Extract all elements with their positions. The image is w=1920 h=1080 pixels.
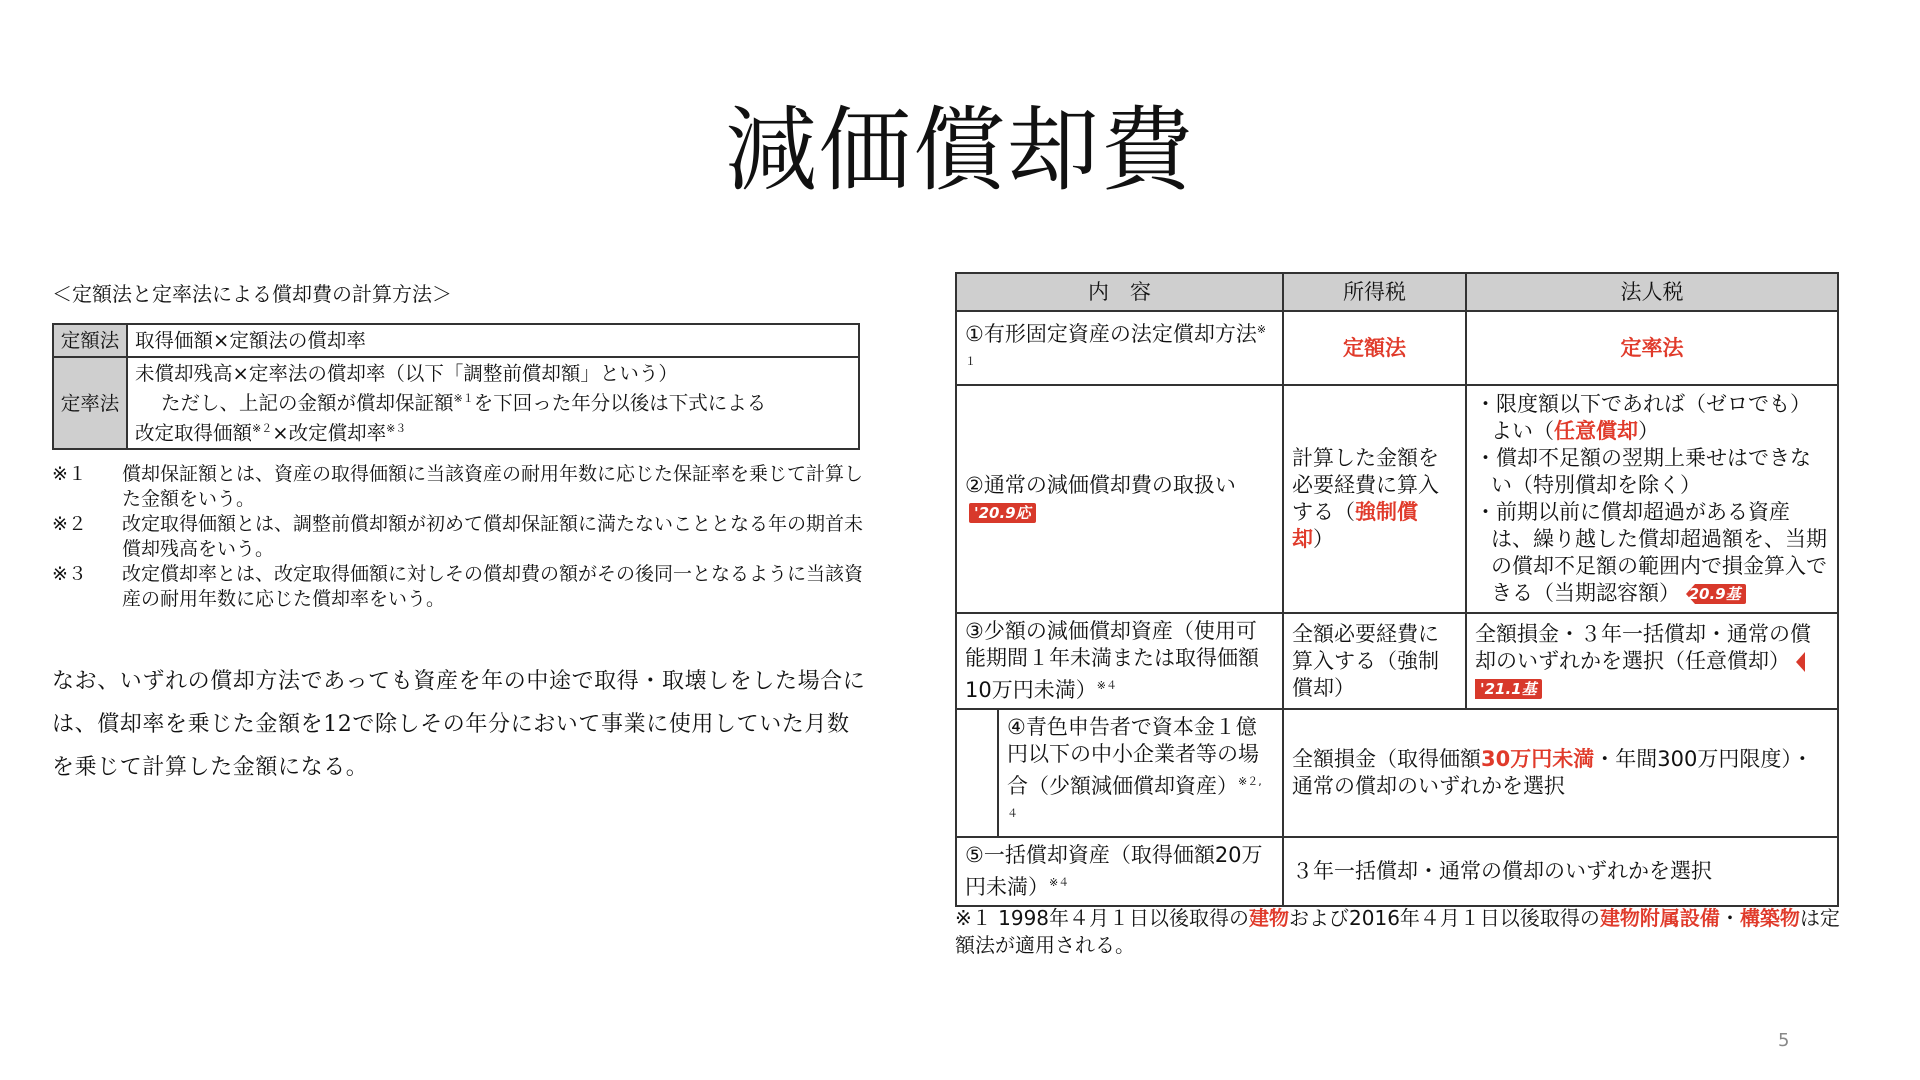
cell-text: 全額損金・３年一括償却・通常の償却のいずれかを選択（任意償却） — [1475, 621, 1811, 673]
footnote-ref: ※２ — [252, 421, 273, 435]
footnote — [52, 512, 864, 562]
row-content — [956, 311, 1283, 385]
combined-treatment: ３年一括償却・通常の償却のいずれかを選択 — [1283, 837, 1838, 906]
footnote-ref: ※１ — [965, 323, 1267, 368]
cell-text: ③少額の減価償却資産（使用可能期間１年未満または取得価額10万円未満） — [965, 619, 1259, 702]
calc-method-heading: ＜定額法と定率法による償却費の計算方法＞ — [52, 282, 452, 306]
footnote-ref: ※１ — [453, 392, 474, 405]
table-row — [956, 311, 1838, 385]
slide-title: 減価償却費 — [724, 97, 1195, 204]
exam-badge-label: '20.9基 — [1695, 584, 1746, 604]
highlight-text: 任意償却 — [1554, 419, 1638, 443]
footnote-text: ・ — [1719, 906, 1740, 930]
row-content — [956, 837, 1283, 906]
cell-text: ①有形固定資産の法定償却方法 — [965, 322, 1257, 346]
header-income-tax: 所得税 — [1283, 273, 1466, 311]
table-row — [956, 837, 1838, 906]
formula-text: ×改定償却率 — [272, 421, 387, 444]
footnote-mark: ※２ — [52, 513, 87, 535]
formula-line — [135, 386, 851, 416]
footnote-text: 改定償却率とは、改定取得価額に対しその償却費の額がその後同一となるように当該資産の耐用年数に応じた償却率をいう。 — [122, 563, 864, 610]
header-corporate-tax: 法人税 — [1466, 273, 1838, 311]
exam-badge — [1680, 581, 1746, 605]
footnote-ref: ※４ — [1049, 876, 1070, 889]
footnote-mark: ※３ — [52, 563, 87, 585]
formula-text: 改定取得価額 — [135, 421, 253, 444]
corporate-tax-treatment — [1466, 613, 1838, 709]
cell-text: ・限度額以下であれば（ゼロでも）よい（ — [1475, 392, 1811, 443]
footnote-text: 改定取得価額とは、調整前償却額が初めて償却保証額に満たないこととなる年の期首未償却残高をいう。 — [122, 513, 864, 560]
highlight-text: 強制償却 — [1292, 500, 1418, 551]
bullet-item — [1475, 391, 1829, 445]
formula-line — [135, 416, 851, 446]
table-row — [956, 613, 1838, 709]
row-label-declining-balance: 定率法 — [53, 357, 127, 449]
footnote-mark: ※１ — [955, 906, 992, 930]
exam-badge: '20.9応 — [969, 503, 1036, 523]
cell-text: ） — [1638, 419, 1659, 443]
income-tax-treatment: 全額必要経費に算入する（強制償却） — [1283, 613, 1466, 709]
footnote-ref: ※３ — [386, 421, 407, 435]
footnotes — [52, 462, 864, 612]
cell-text: ⑤一括償却資産（取得価額20万円未満） — [965, 843, 1263, 899]
highlight-text: 30万円未満 — [1481, 747, 1595, 771]
footnote-text: および2016年４月１日以後取得の — [1289, 906, 1600, 930]
income-tax-method: 定額法 — [1283, 311, 1466, 385]
table-row — [53, 357, 859, 449]
corporate-tax-method: 定率法 — [1466, 311, 1838, 385]
declining-balance-formula — [127, 357, 859, 449]
formula-text: ただし、上記の金額が償却保証額 — [161, 391, 454, 415]
bullet-item: ・償却不足額の翌期上乗せはできない（特別償却を除く） — [1475, 446, 1811, 497]
table-row — [53, 324, 859, 357]
header-content: 内 容 — [956, 273, 1283, 311]
highlight-text: 建物 — [1249, 906, 1290, 930]
cell-text: 計算した金額を必要経費に算入する（ — [1292, 446, 1439, 524]
cell-text: 全額損金（取得価額 — [1292, 747, 1481, 771]
table-row — [956, 385, 1838, 613]
combined-treatment — [1283, 709, 1838, 837]
footnote — [52, 462, 864, 512]
row-content — [956, 709, 1283, 837]
sub-item — [997, 710, 1282, 836]
bullet-item — [1475, 499, 1829, 607]
footnote-text: 1998年４月１日以後取得の — [998, 906, 1250, 930]
left-panel — [52, 278, 864, 789]
cell-text: ④青色申告者で資本金１億円以下の中小企業者等の場合（少額減価償却資産） — [1007, 715, 1259, 798]
exam-badge-label: '21.1基 — [1475, 679, 1542, 699]
cell-text: ②通常の減価償却費の取扱い — [965, 473, 1236, 497]
cell-text: ） — [1313, 527, 1334, 551]
row-content — [956, 613, 1283, 709]
cell-text: ・年間300万円限度）・通常の償却のいずれかを選択 — [1292, 747, 1813, 798]
tax-comparison-table — [955, 272, 1839, 907]
income-tax-treatment — [1283, 385, 1466, 613]
table-header-row — [956, 273, 1838, 311]
formula-line: 未償却残高×定率法の償却率（以下「調整前償却額」という） — [135, 362, 678, 385]
footnote-text: 償却保証額とは、資産の取得価額に当該資産の耐用年数に応じた保証率を乗じて計算した金額をいう。 — [122, 463, 864, 510]
row-content — [956, 385, 1283, 613]
cell-text: ・前期以前に償却超過がある資産は、繰り越した償却超過額を、当期の償却不足額の範囲内で損金算入できる（当期認容額） — [1475, 500, 1827, 605]
corporate-tax-treatment — [1466, 385, 1838, 613]
highlight-text: 建物附属設備 — [1599, 906, 1720, 930]
body-paragraph: なお、いずれの償却方法であっても資産を年の中途で取得・取壊しをした場合には、償却率を乗じた金額を12で除しその年分において事業に使用していた月数を乗じて計算した金額になる。 — [52, 669, 866, 780]
calc-method-table — [52, 323, 860, 450]
formula-text: を下回った年分以後は下式による — [473, 391, 767, 415]
footnote-ref: ※２, ４ — [1007, 775, 1262, 820]
row-label-straight-line: 定額法 — [53, 324, 127, 357]
footnote-ref: ※４ — [1096, 679, 1117, 692]
highlight-text: 構築物 — [1739, 906, 1800, 930]
page-number: 5 — [1778, 1030, 1790, 1051]
footnote-mark: ※１ — [52, 463, 87, 485]
straight-line-formula: 取得価額×定額法の償却率 — [127, 324, 859, 357]
footnote-text: は定額法が適用される。 — [955, 906, 1840, 957]
table-footnote — [955, 905, 1845, 959]
footnote — [52, 562, 864, 612]
table-row — [956, 709, 1838, 837]
